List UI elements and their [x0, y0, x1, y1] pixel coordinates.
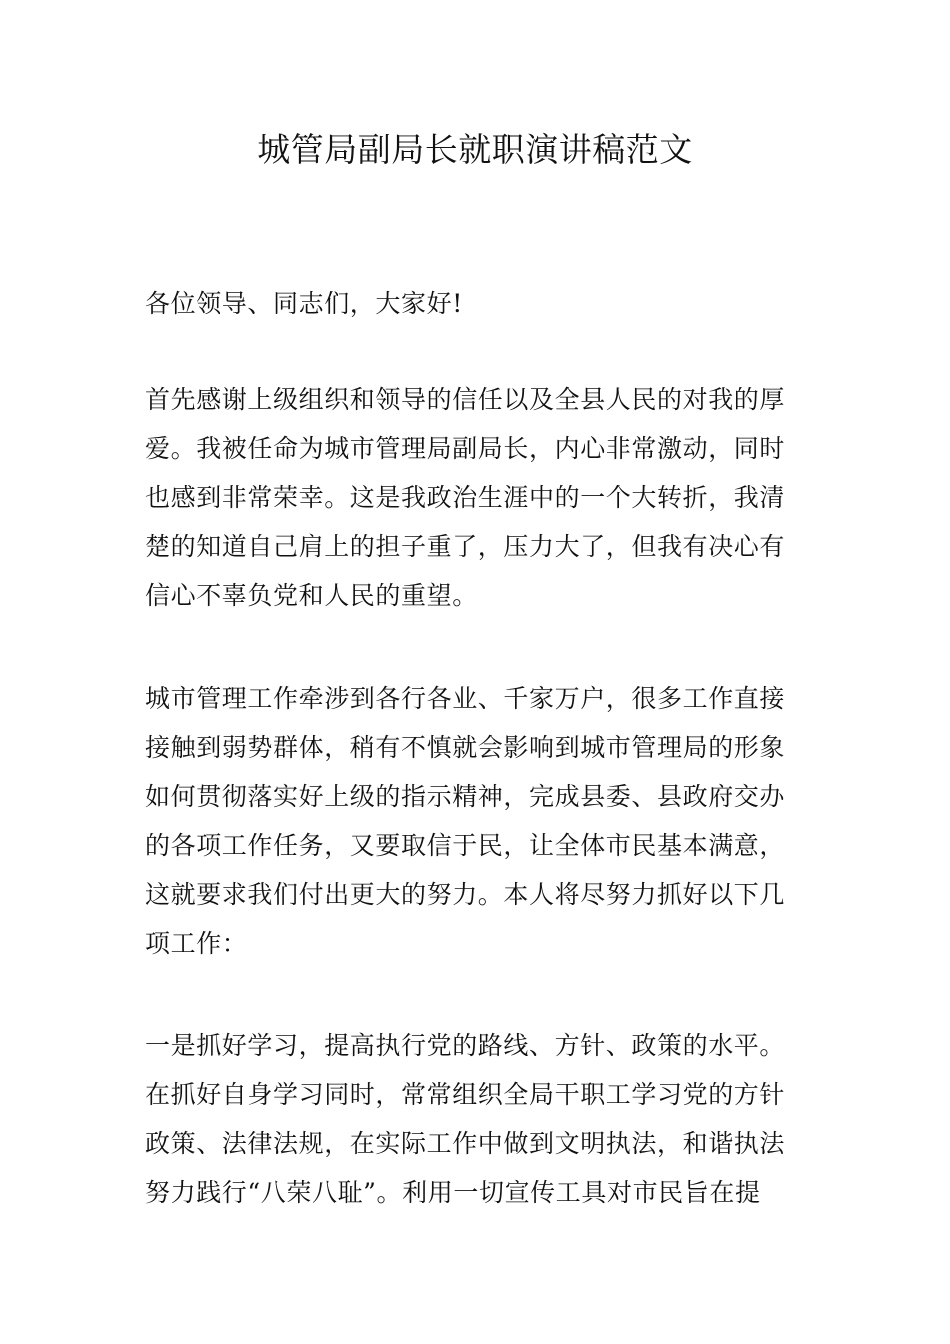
paragraph-line: 接触到弱势群体，稍有不慎就会影响到城市管理局的形象	[145, 733, 786, 762]
greeting-line: 各位领导、同志们，大家好!	[145, 289, 463, 318]
paragraph-line: 项工作：	[145, 929, 248, 958]
paragraph-line: 的各项工作任务，又要取信于民，让全体市民基本满意，	[145, 831, 786, 860]
paragraph-line: 信心不辜负党和人民的重望。	[145, 581, 478, 610]
greeting-paragraph	[145, 279, 810, 328]
paragraph-line: 城市管理工作牵涉到各行各业、千家万户，很多工作直接	[145, 684, 786, 713]
paragraph-line: 也感到非常荣幸。这是我政治生涯中的一个大转折，我清	[145, 483, 786, 512]
paragraph-2	[145, 674, 810, 968]
paragraph-line: 如何贯彻落实好上级的指示精神，完成县委、县政府交办	[145, 782, 786, 811]
paragraph-line: 努力践行“八荣八耻”。利用一切宣传工具对市民旨在提	[145, 1178, 761, 1207]
paragraph-line: 一是抓好学习，提高执行党的路线、方针、政策的水平。	[145, 1031, 786, 1060]
paragraph-line: 首先感谢上级组织和领导的信任以及全县人民的对我的厚	[145, 385, 786, 414]
paragraph-1	[145, 375, 810, 620]
document-title: 城管局副局长就职演讲稿范文	[257, 130, 693, 169]
paragraph-line: 政策、法律法规，在实际工作中做到文明执法，和谐执法	[145, 1129, 786, 1158]
paragraph-3	[145, 1021, 810, 1217]
paragraph-line: 楚的知道自己肩上的担子重了，压力大了，但我有决心有	[145, 532, 786, 561]
paragraph-line: 在抓好自身学习同时，常常组织全局干职工学习党的方针	[145, 1080, 786, 1109]
paragraph-line: 爱。我被任命为城市管理局副局长，内心非常激动，同时	[145, 434, 786, 463]
paragraph-line: 这就要求我们付出更大的努力。本人将尽努力抓好以下几	[145, 880, 786, 909]
